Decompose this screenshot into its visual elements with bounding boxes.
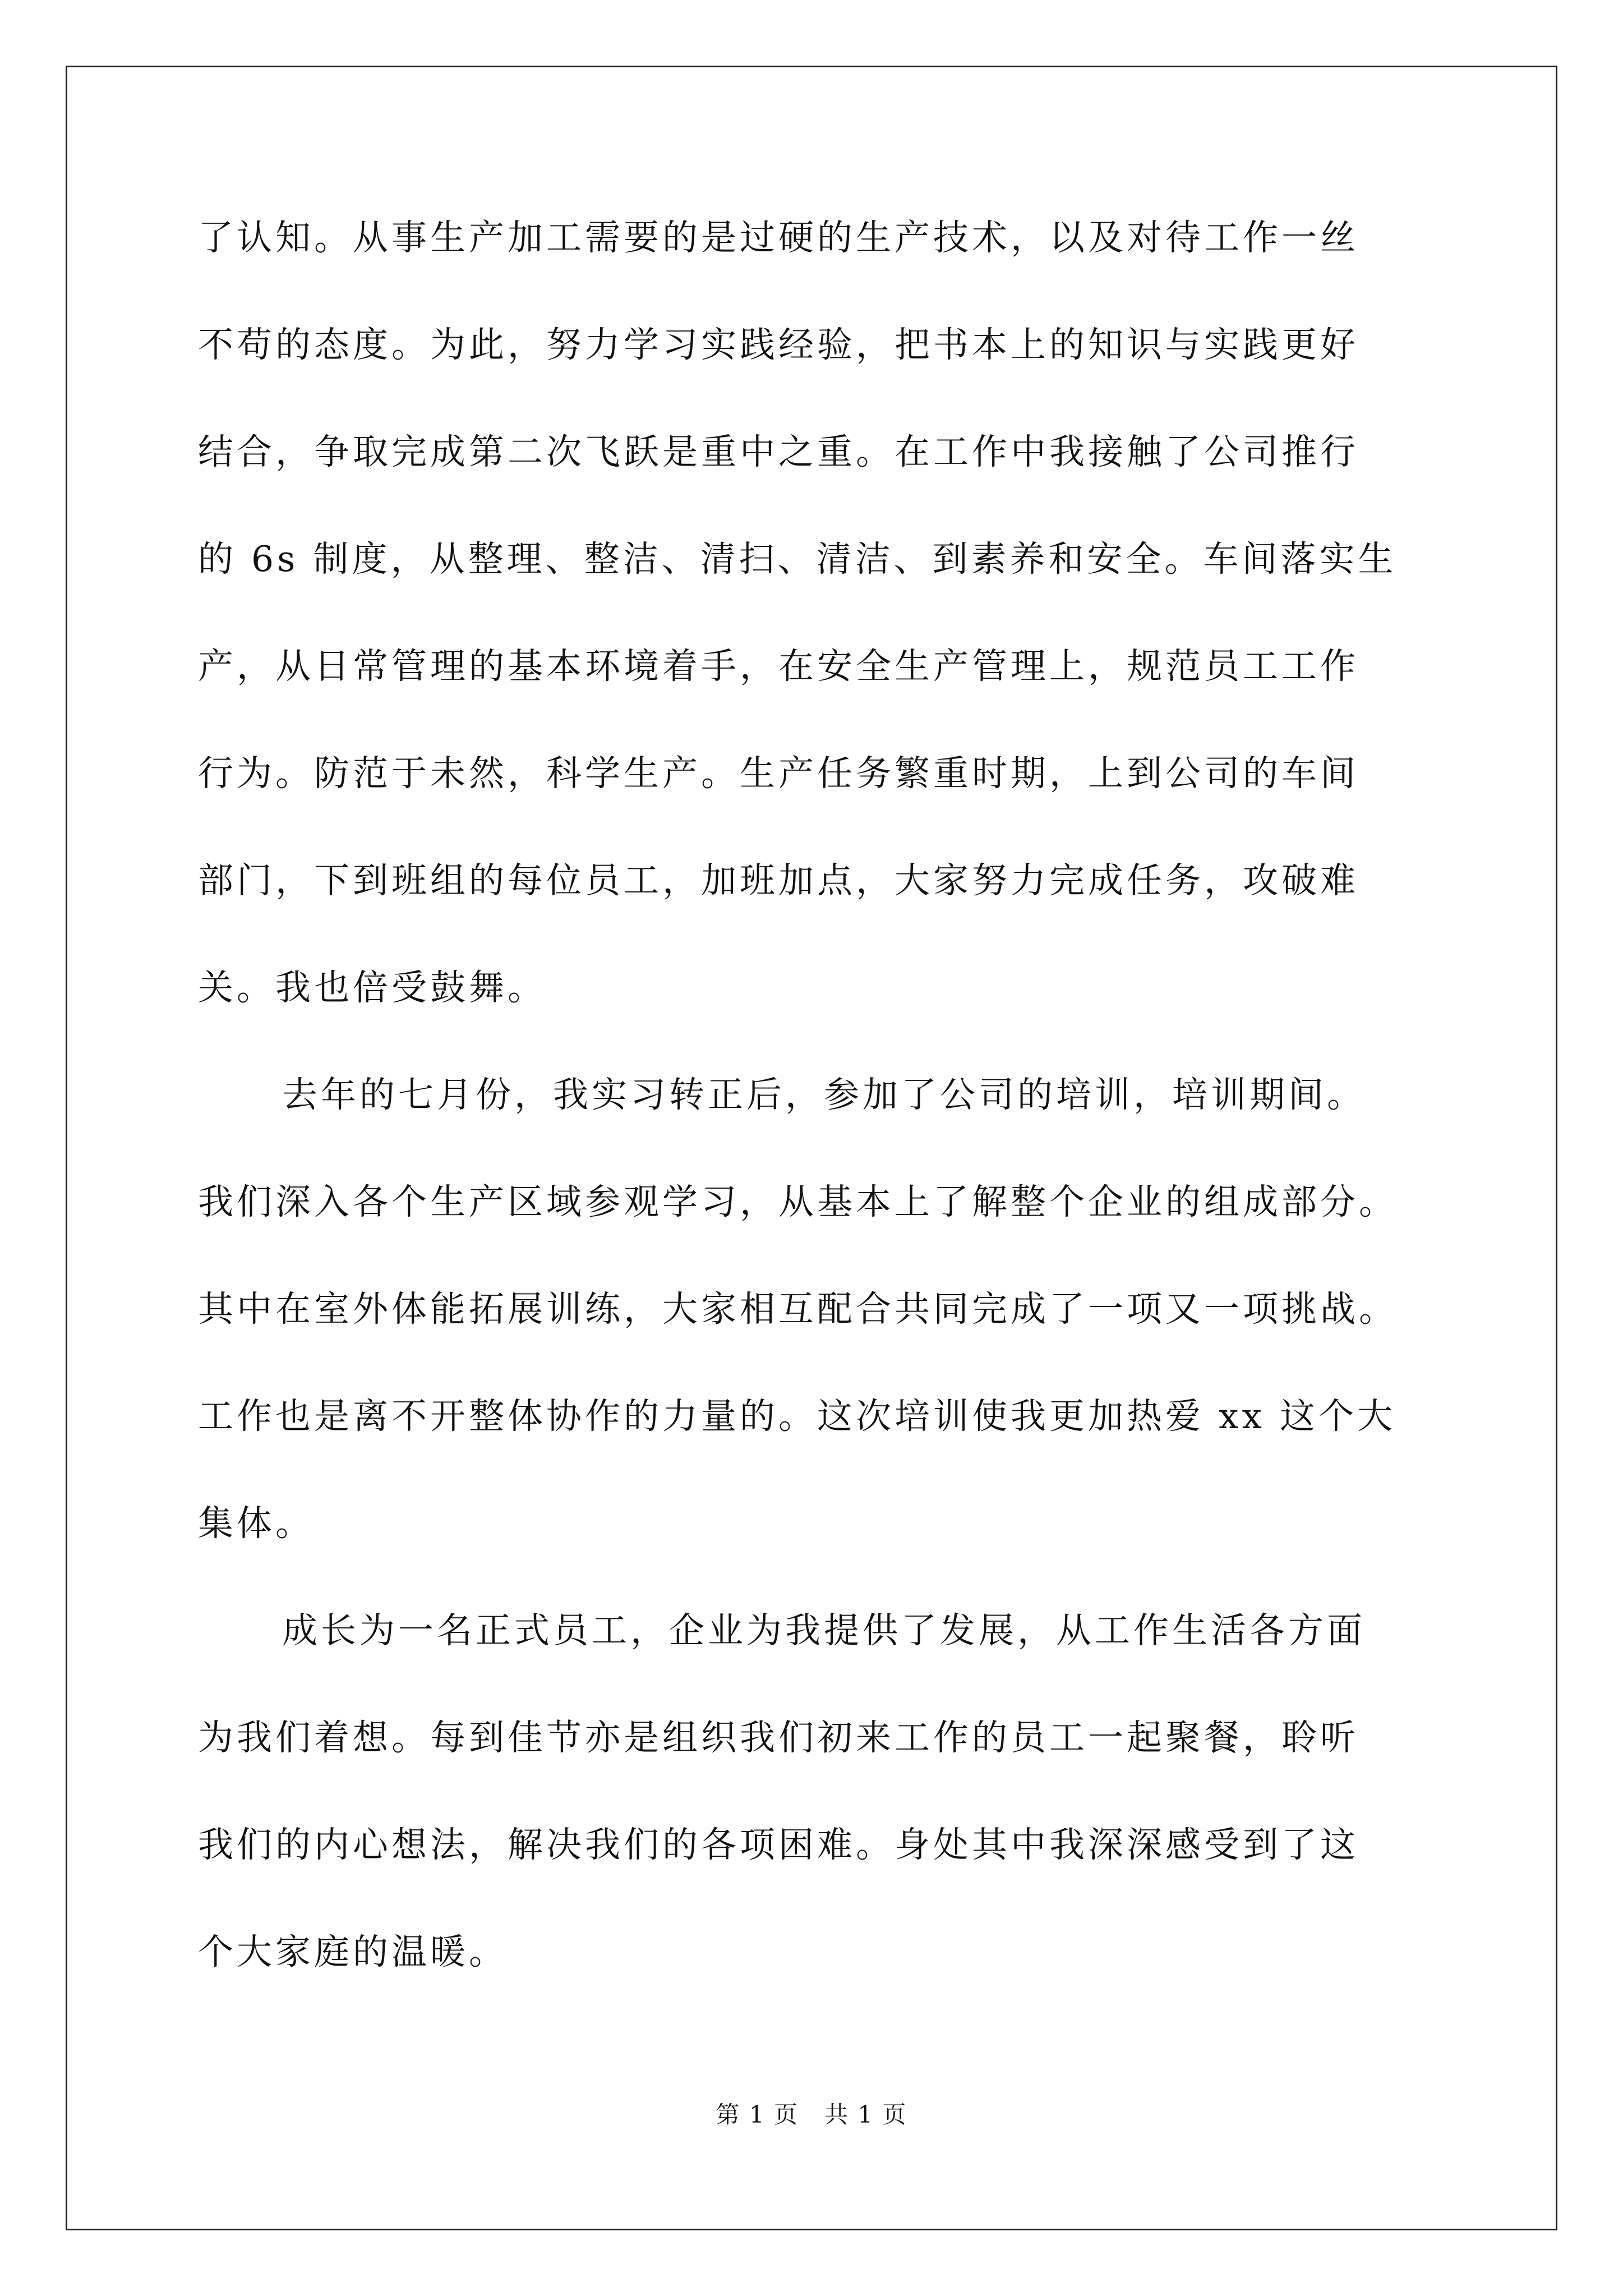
- text-line: 工作也是离不开整体协作的力量的。这次培训使我更加热爱 xx 这个大: [198, 1396, 1396, 1437]
- text-line: 结合，争取完成第二次飞跃是重中之重。在工作中我接触了公司推行: [198, 431, 1359, 472]
- text-line: 行为。防范于未然，科学生产。生产任务繁重时期，上到公司的车间: [198, 753, 1359, 794]
- text-line: 产，从日常管理的基本环境着手，在安全生产管理上，规范员工工作: [198, 646, 1359, 687]
- text-line: 集体。: [198, 1503, 314, 1544]
- text-line: 其中在室外体能拓展训练，大家相互配合共同完成了一项又一项挑战。: [198, 1289, 1398, 1329]
- text-line: 我们深入各个生产区域参观学习，从基本上了解整个企业的组成部分。: [198, 1181, 1398, 1222]
- text-line: 不苟的态度。为此，努力学习实践经验，把书本上的知识与实践更好: [198, 324, 1359, 365]
- text-line: 的 6s 制度，从整理、整洁、清扫、清洁、到素养和安全。车间落实生: [198, 539, 1397, 579]
- page-number-footer: 第 1 页 共 1 页: [716, 2101, 907, 2128]
- document-body: [198, 210, 1430, 2031]
- paragraph-first-line: 去年的七月份，我实习转正后，参加了公司的培训，培训期间。: [282, 1074, 1366, 1115]
- paragraph-first-line: 成长为一名正式员工，企业为我提供了发展，从工作生活各方面: [282, 1610, 1366, 1651]
- text-line: 了认知。从事生产加工需要的是过硬的生产技术，以及对待工作一丝: [198, 217, 1359, 258]
- text-line: 部门，下到班组的每位员工，加班加点，大家努力完成任务，攻破难: [198, 860, 1359, 901]
- text-line: 为我们着想。每到佳节亦是组织我们初来工作的员工一起聚餐，聆听: [198, 1717, 1359, 1758]
- text-line: 个大家庭的温暖。: [198, 1931, 508, 1972]
- text-line: 关。我也倍受鼓舞。: [198, 967, 546, 1008]
- text-line: 我们的内心想法，解决我们的各项困难。身处其中我深深感受到了这: [198, 1824, 1359, 1865]
